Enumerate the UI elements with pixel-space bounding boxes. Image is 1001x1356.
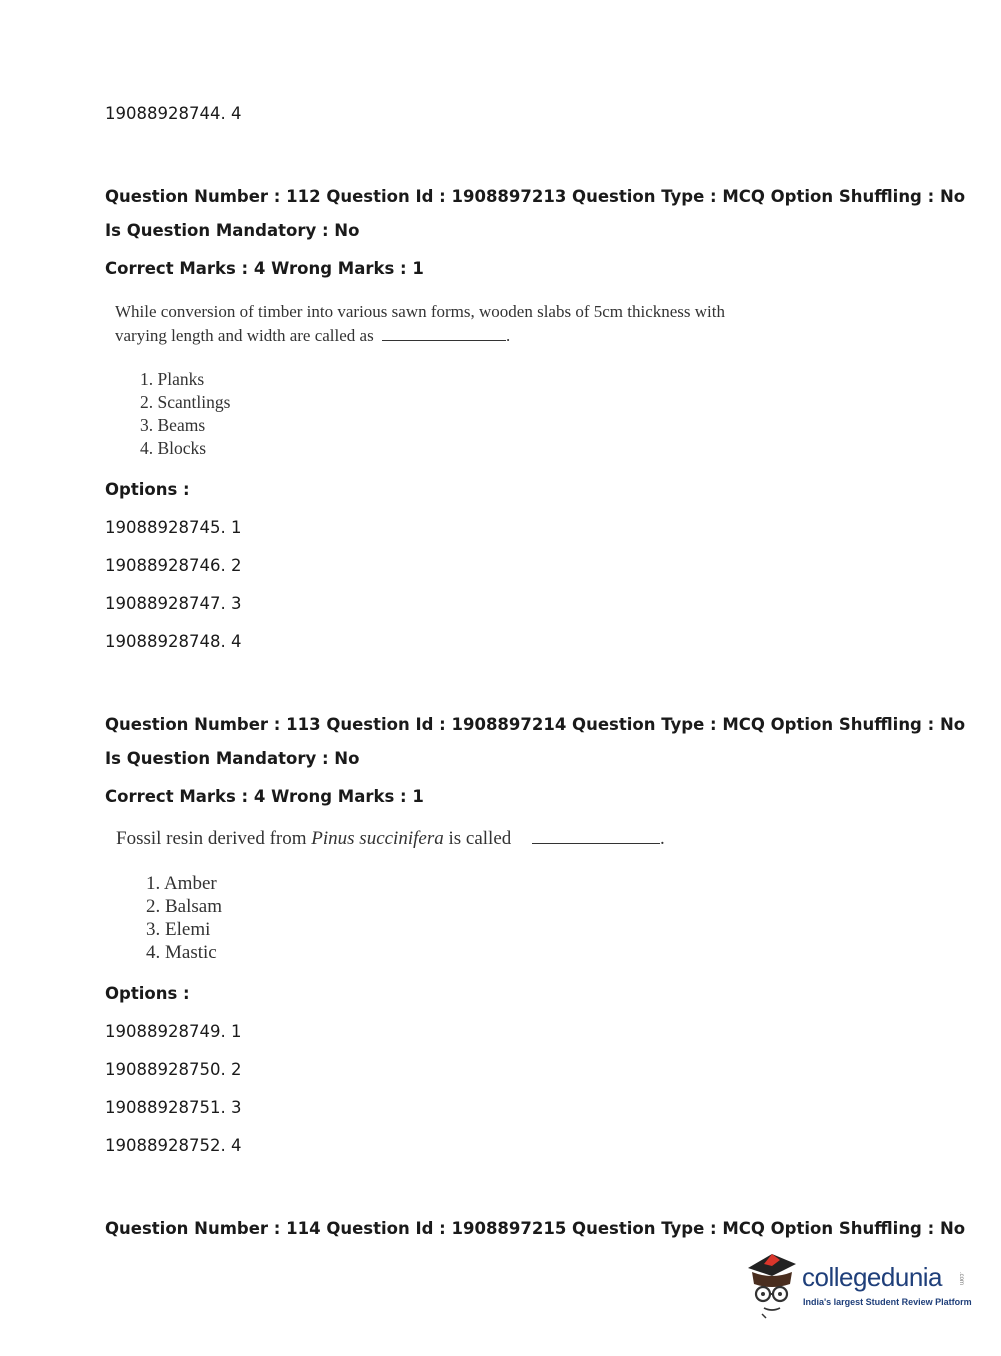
question-text bbox=[116, 826, 665, 852]
question-text-fragment: . bbox=[505, 326, 511, 345]
choice-list bbox=[140, 368, 230, 460]
question-text-line bbox=[115, 324, 725, 348]
option-line: 19088928747. 3 bbox=[105, 594, 242, 613]
choice-item: 2. Balsam bbox=[146, 896, 222, 917]
question-text-italic: Pinus succinifera bbox=[311, 828, 444, 849]
option-line: 19088928750. 2 bbox=[105, 1060, 242, 1079]
logo-suffix: .com bbox=[958, 1272, 964, 1286]
choice-item: 3. Elemi bbox=[146, 919, 211, 940]
question-header: Question Number : 113 Question Id : 1908897214 Question Type : MCQ Option Shuffling : No bbox=[105, 715, 966, 734]
option-line: 19088928749. 1 bbox=[105, 1022, 242, 1041]
question-text-fragment: varying length and width are called as bbox=[115, 326, 374, 345]
choice-item: 1. Amber bbox=[146, 873, 217, 894]
question-mandatory: Is Question Mandatory : No bbox=[105, 221, 360, 240]
mascot-icon bbox=[742, 1250, 802, 1320]
options-label: Options : bbox=[105, 984, 190, 1003]
answer-blank bbox=[532, 842, 660, 844]
question-text-fragment: . bbox=[660, 828, 665, 849]
question-header: Question Number : 112 Question Id : 1908897213 Question Type : MCQ Option Shuffling : No bbox=[105, 187, 966, 206]
option-line: 19088928746. 2 bbox=[105, 556, 242, 575]
question-text-line: While conversion of timber into various sawn forms, wooden slabs of 5cm thickness with bbox=[115, 302, 725, 321]
choice-list bbox=[146, 872, 222, 964]
answer-blank bbox=[382, 339, 506, 341]
question-text bbox=[115, 300, 725, 348]
collegedunia-logo bbox=[742, 1250, 972, 1320]
choice-item: 4. Blocks bbox=[140, 438, 207, 458]
options-label: Options : bbox=[105, 480, 190, 499]
question-header: Question Number : 114 Question Id : 1908897215 Question Type : MCQ Option Shuffling : No bbox=[105, 1219, 966, 1238]
choice-item: 4. Mastic bbox=[146, 942, 217, 963]
question-text-fragment: Fossil resin derived from bbox=[116, 828, 312, 849]
question-marks: Correct Marks : 4 Wrong Marks : 1 bbox=[105, 787, 424, 806]
option-line: 19088928745. 1 bbox=[105, 518, 242, 537]
option-line: 19088928748. 4 bbox=[105, 632, 242, 651]
option-line: 19088928751. 3 bbox=[105, 1098, 242, 1117]
choice-item: 1. Planks bbox=[140, 369, 205, 389]
logo-tagline: India's largest Student Review Platform bbox=[803, 1297, 972, 1307]
choice-item: 2. Scantlings bbox=[140, 392, 231, 412]
choice-item: 3. Beams bbox=[140, 415, 206, 435]
question-mandatory: Is Question Mandatory : No bbox=[105, 749, 360, 768]
question-marks: Correct Marks : 4 Wrong Marks : 1 bbox=[105, 259, 424, 278]
question-text-fragment: is called bbox=[443, 828, 512, 849]
option-line: 19088928752. 4 bbox=[105, 1136, 242, 1155]
option-line: 19088928744. 4 bbox=[105, 104, 242, 123]
logo-name: collegedunia bbox=[802, 1262, 943, 1292]
